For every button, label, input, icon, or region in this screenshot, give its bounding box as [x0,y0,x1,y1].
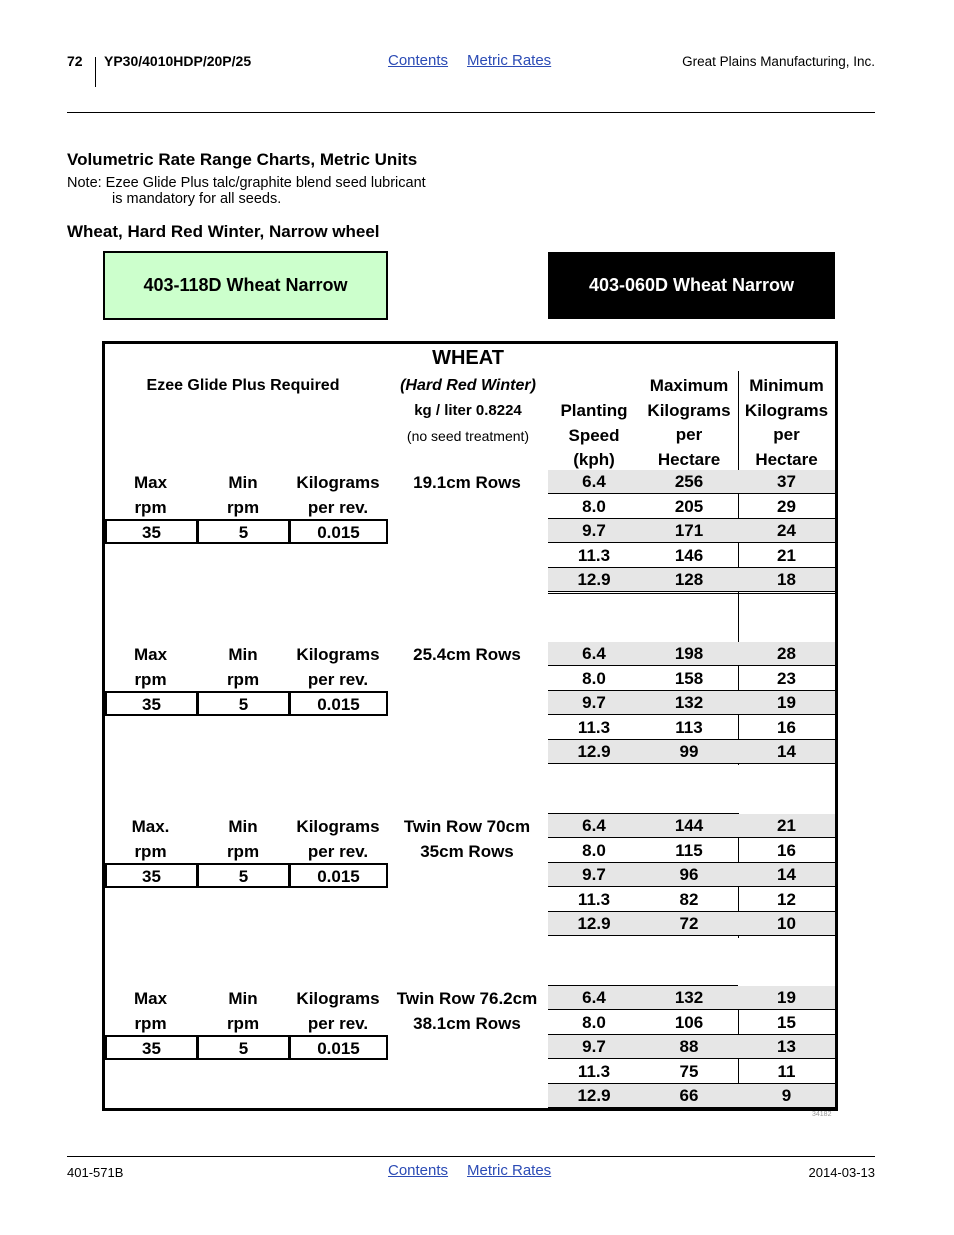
row-spacing-label: 35cm Rows [420,841,514,861]
max-rate-value: 106 [674,1012,704,1032]
footer-metric-rates-link[interactable]: Metric Rates [467,1162,552,1179]
rate-row [548,716,835,740]
min-rate-value: 37 [777,472,796,491]
min-rpm-label: rpm [226,497,260,517]
max-rpm-label: rpm [134,669,167,689]
max-rate-value: 72 [679,914,699,933]
speed-value: 12.9 [577,742,611,761]
min-rpm-value: 5 [197,691,290,716]
min-rate-value: 28 [777,644,796,663]
kg-per-rev-value: 0.015 [289,519,388,544]
max-header-line: Maximum [649,376,729,395]
rate-row [548,691,835,715]
min-header-line: Hectare [755,449,818,469]
note-line-1: Note: Ezee Glide Plus talc/graphite blend seed lubricant [67,175,426,191]
min-rate-value: 11 [777,1061,796,1081]
kg-per-rev-label: per rev. [307,497,369,517]
max-rate-value: 132 [674,988,704,1007]
kg-per-rev-label: per rev. [307,1013,369,1033]
variety-label: (Hard Red Winter) [400,377,536,394]
speed-value: 12.9 [577,914,611,933]
speed-value: 12.9 [577,570,611,589]
document-number: 401-571B [67,1165,124,1180]
rate-row [548,495,835,519]
max-rate-value: 171 [674,521,704,540]
rate-row [548,912,835,936]
min-rpm-label: Min [228,817,258,836]
min-rpm-label: Min [228,645,258,664]
min-rate-value: 21 [777,545,796,565]
max-rate-value: 132 [674,693,704,712]
max-rate-value: 144 [674,816,704,835]
rate-row [548,667,835,691]
min-rpm-label: rpm [226,1013,260,1033]
min-rate-value: 18 [777,570,796,589]
row-spacing-label: Twin Row 76.2cm [396,989,538,1008]
max-rate-value: 146 [674,545,704,565]
density-label: kg / liter 0.8224 [414,402,522,419]
speed-value: 8.0 [582,668,606,688]
rate-row [548,519,835,543]
max-rpm-value: 35 [105,691,198,716]
max-rpm-label: Max. [131,817,170,836]
speed-value: 11.3 [577,1061,611,1081]
speed-value: 6.4 [582,816,606,835]
min-rpm-value: 5 [197,1035,290,1060]
meter-box-green: 403-118D Wheat Narrow [103,251,388,320]
min-rate-value: 29 [777,496,796,516]
kg-per-rev-value: 0.015 [289,1035,388,1060]
speed-header-line: Planting [560,401,628,420]
kg-per-rev-value: 0.015 [289,863,388,888]
note-line-2: is mandatory for all seeds. [112,191,282,207]
max-rpm-value: 35 [105,1035,198,1060]
min-header-line: Minimum [749,376,824,395]
max-rate-value: 198 [674,644,704,663]
min-rate-value: 23 [777,668,796,688]
rate-row [548,814,835,838]
speed-value: 6.4 [582,988,606,1007]
max-rate-value: 113 [675,717,703,737]
speed-column-header [548,399,640,473]
page-number: 72 [67,53,83,69]
max-header-line: per [675,425,703,444]
speed-value: 9.7 [582,693,606,712]
rate-row [548,642,835,666]
kg-per-rev-label: Kilograms [296,817,380,836]
min-rate-value: 24 [777,521,796,540]
min-rpm-value: 5 [197,863,290,888]
company-name: Great Plains Manufacturing, Inc. [682,54,875,69]
min-rpm-label: Min [228,473,258,492]
max-rpm-label: Max [133,989,168,1008]
figure-id: 34182 [812,1111,832,1118]
kg-per-rev-label: Kilograms [296,473,380,492]
header-rule [67,112,875,113]
contents-link[interactable]: Contents [388,52,449,69]
row-spacing-label: 38.1cm Rows [413,1013,521,1033]
speed-value: 9.7 [582,865,606,884]
crop-title: WHEAT [432,347,504,369]
min-rpm-label: Min [228,989,258,1008]
max-rate-value: 115 [675,840,703,860]
max-rate-value: 75 [679,1061,699,1081]
rate-row [548,863,835,887]
max-rate-value: 82 [679,889,699,909]
speed-value: 12.9 [577,1086,611,1105]
min-rate-value: 16 [777,717,796,737]
rate-row [548,1084,835,1108]
meter-box-black: 403-060D Wheat Narrow [548,252,835,319]
speed-value: 6.4 [582,644,606,663]
metric-rates-link[interactable]: Metric Rates [467,52,552,69]
treatment-label: (no seed treatment) [406,428,530,444]
revision-date: 2014-03-13 [808,1165,875,1180]
max-rpm-label: Max [133,645,168,664]
min-rate-value: 13 [777,1037,796,1056]
speed-header-line: (kph) [573,450,615,469]
max-rate-column-header [640,374,738,472]
min-rate-value: 15 [777,1012,796,1032]
max-rpm-label: rpm [134,1013,167,1033]
rate-row [548,470,835,494]
speed-value: 6.4 [582,472,606,491]
speed-value: 11.3 [577,717,611,737]
rate-row [548,544,835,568]
rate-row [548,568,835,592]
kg-per-rev-label: per rev. [307,669,369,689]
min-rate-value: 12 [777,889,796,909]
speed-value: 9.7 [582,1037,606,1056]
min-rate-value: 14 [777,742,796,761]
min-rate-value: 19 [777,693,796,712]
min-rate-value: 19 [777,988,796,1007]
min-rpm-label: rpm [226,841,260,861]
kg-per-rev-label: Kilograms [296,645,380,664]
speed-value: 11.3 [577,889,611,909]
lubricant-note: Ezee Glide Plus Required [146,377,340,394]
speed-value: 9.7 [582,521,606,540]
min-header-line: per [773,425,800,444]
max-header-line: Hectare [657,449,721,469]
min-rate-column-header [738,374,835,472]
max-rate-value: 256 [674,472,704,491]
max-rate-value: 205 [674,496,704,516]
rate-row [548,839,835,863]
grid-rule [548,593,835,594]
max-rpm-value: 35 [105,863,198,888]
max-rate-value: 158 [674,668,704,688]
max-rate-value: 88 [679,1037,699,1056]
kg-per-rev-value: 0.015 [289,691,388,716]
rate-row [548,888,835,912]
speed-value: 8.0 [582,496,606,516]
kg-per-rev-label: Kilograms [296,989,380,1008]
footer-contents-link[interactable]: Contents [388,1162,449,1179]
min-rpm-value: 5 [197,519,290,544]
max-rate-value: 96 [679,865,699,884]
speed-value: 8.0 [582,840,606,860]
kg-per-rev-label: per rev. [307,841,369,861]
min-rate-value: 21 [777,816,796,835]
max-rpm-label: rpm [134,497,167,517]
row-spacing-label: 25.4cm Rows [413,645,521,664]
speed-value: 8.0 [582,1012,606,1032]
min-rate-value: 10 [777,914,796,933]
row-spacing-label: Twin Row 70cm [403,817,531,836]
min-rate-value: 9 [781,1086,792,1105]
section-title: Volumetric Rate Range Charts, Metric Units [67,150,418,169]
min-rate-value: 14 [777,865,796,884]
header-divider [95,57,96,87]
max-rpm-value: 35 [105,519,198,544]
max-header-line: Kilograms [647,400,731,420]
max-rate-value: 99 [679,742,699,761]
note [67,175,426,207]
row-spacing-label: 19.1cm Rows [413,473,521,492]
min-rate-value: 16 [777,840,796,860]
max-rpm-label: Max [133,473,168,492]
min-rpm-label: rpm [226,669,260,689]
document-title: YP30/4010HDP/20P/25 [104,53,252,69]
rate-row [548,740,835,764]
rate-row [548,1011,835,1035]
rate-row [548,986,835,1010]
footer-rule [67,1156,875,1157]
speed-value: 11.3 [577,545,611,565]
speed-header-line: Speed [568,425,620,445]
subtitle: Wheat, Hard Red Winter, Narrow wheel [67,222,380,241]
rate-row [548,1035,835,1059]
max-rpm-label: rpm [134,841,167,861]
min-header-line: Kilograms [744,400,829,420]
max-rate-value: 128 [674,570,704,589]
max-rate-value: 66 [679,1086,699,1105]
rate-row [548,1060,835,1084]
